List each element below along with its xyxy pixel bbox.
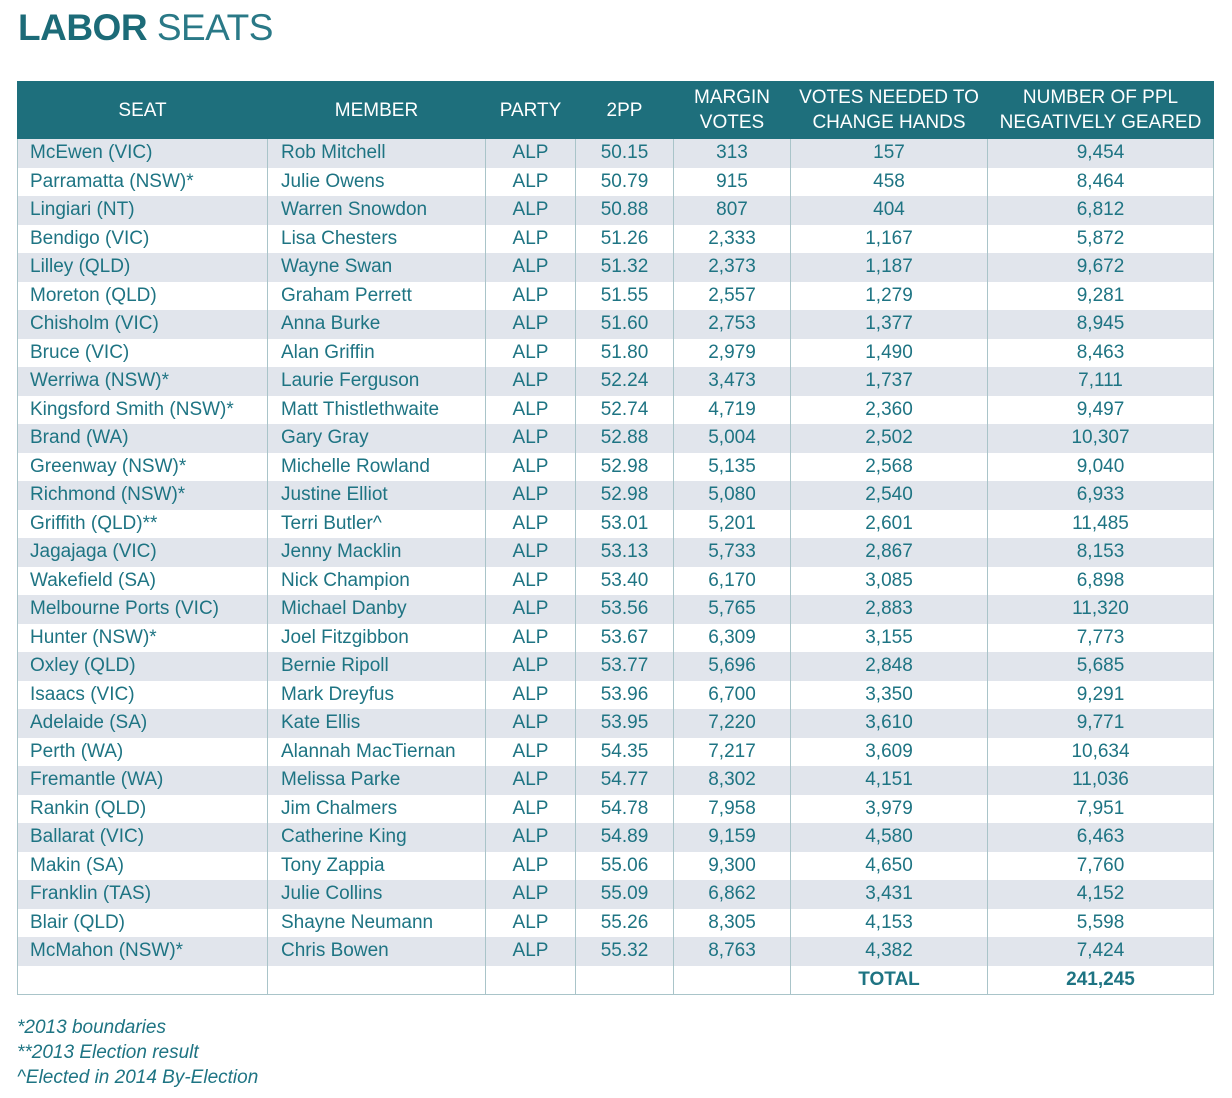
member-cell: Mark Dreyfus — [268, 681, 486, 710]
votes-needed-cell: 4,151 — [791, 766, 988, 795]
votes-needed-cell: 1,377 — [791, 310, 988, 339]
margin-votes-cell: 7,220 — [674, 709, 791, 738]
votes-needed-cell: 3,431 — [791, 880, 988, 909]
votes-needed-cell: 4,650 — [791, 852, 988, 881]
margin-votes-cell: 9,159 — [674, 823, 791, 852]
header-geared-line2: NEGATIVELY GEARED — [999, 112, 1202, 133]
seat-cell: Chisholm (VIC) — [18, 310, 268, 339]
total-row — [18, 966, 1214, 995]
twopp-cell: 50.15 — [576, 139, 674, 168]
page-title-bold: LABOR — [18, 7, 148, 48]
table-row — [18, 396, 1214, 425]
votes-needed-cell: 3,085 — [791, 567, 988, 596]
votes-needed-cell: 2,883 — [791, 595, 988, 624]
table-row — [18, 823, 1214, 852]
twopp-cell: 54.89 — [576, 823, 674, 852]
party-cell: ALP — [486, 168, 576, 197]
footnote: **2013 Election result — [17, 1042, 199, 1063]
margin-votes-cell: 8,763 — [674, 937, 791, 966]
member-cell: Bernie Ripoll — [268, 652, 486, 681]
party-cell: ALP — [486, 937, 576, 966]
member-cell: Shayne Neumann — [268, 909, 486, 938]
header-geared-line1: NUMBER OF PPL — [1022, 87, 1179, 108]
header-votes-line1: VOTES NEEDED TO — [799, 87, 979, 108]
seat-cell: McMahon (NSW)* — [18, 937, 268, 966]
votes-needed-cell: 2,848 — [791, 652, 988, 681]
margin-votes-cell: 5,201 — [674, 510, 791, 539]
table-row — [18, 624, 1214, 653]
twopp-cell: 51.26 — [576, 225, 674, 254]
negatively-geared-cell: 9,771 — [988, 709, 1214, 738]
twopp-cell: 52.24 — [576, 367, 674, 396]
party-cell: ALP — [486, 367, 576, 396]
twopp-cell: 52.98 — [576, 481, 674, 510]
votes-needed-cell: 1,737 — [791, 367, 988, 396]
member-cell: Catherine King — [268, 823, 486, 852]
margin-votes-cell: 2,979 — [674, 339, 791, 368]
member-cell: Tony Zappia — [268, 852, 486, 881]
party-cell: ALP — [486, 139, 576, 168]
votes-needed-cell: 2,601 — [791, 510, 988, 539]
twopp-cell: 54.78 — [576, 795, 674, 824]
table-row — [18, 795, 1214, 824]
member-cell: Michael Danby — [268, 595, 486, 624]
twopp-cell: 51.32 — [576, 253, 674, 282]
votes-needed-cell: 2,540 — [791, 481, 988, 510]
twopp-cell: 55.32 — [576, 937, 674, 966]
table-row — [18, 339, 1214, 368]
total-empty-cell — [18, 966, 268, 995]
twopp-cell: 51.55 — [576, 282, 674, 311]
party-cell: ALP — [486, 738, 576, 767]
margin-votes-cell: 3,473 — [674, 367, 791, 396]
seat-cell: Fremantle (WA) — [18, 766, 268, 795]
negatively-geared-cell: 7,424 — [988, 937, 1214, 966]
twopp-cell: 51.80 — [576, 339, 674, 368]
header-2pp: 2PP — [576, 81, 674, 139]
party-cell: ALP — [486, 567, 576, 596]
table-header — [18, 81, 1214, 139]
member-cell: Melissa Parke — [268, 766, 486, 795]
table-row — [18, 481, 1214, 510]
total-value: 241,245 — [988, 966, 1214, 995]
table-row — [18, 510, 1214, 539]
header-margin-votes — [674, 81, 791, 139]
negatively-geared-cell: 8,153 — [988, 538, 1214, 567]
margin-votes-cell: 807 — [674, 196, 791, 225]
table-row — [18, 709, 1214, 738]
seat-cell: Richmond (NSW)* — [18, 481, 268, 510]
votes-needed-cell: 1,490 — [791, 339, 988, 368]
negatively-geared-cell: 6,933 — [988, 481, 1214, 510]
party-cell: ALP — [486, 795, 576, 824]
negatively-geared-cell: 10,307 — [988, 424, 1214, 453]
member-cell: Jenny Macklin — [268, 538, 486, 567]
seat-cell: Rankin (QLD) — [18, 795, 268, 824]
header-votes-line2: CHANGE HANDS — [812, 112, 966, 133]
party-cell: ALP — [486, 510, 576, 539]
seat-cell: Blair (QLD) — [18, 909, 268, 938]
votes-needed-cell: 3,350 — [791, 681, 988, 710]
margin-votes-cell: 5,080 — [674, 481, 791, 510]
twopp-cell: 53.40 — [576, 567, 674, 596]
twopp-cell: 55.09 — [576, 880, 674, 909]
party-cell: ALP — [486, 652, 576, 681]
party-cell: ALP — [486, 339, 576, 368]
table-row — [18, 538, 1214, 567]
header-member: MEMBER — [268, 81, 486, 139]
total-empty-cell — [486, 966, 576, 995]
seat-cell: Bendigo (VIC) — [18, 225, 268, 254]
total-label: TOTAL — [791, 966, 988, 995]
member-cell: Kate Ellis — [268, 709, 486, 738]
margin-votes-cell: 5,135 — [674, 453, 791, 482]
table-row — [18, 766, 1214, 795]
twopp-cell: 53.96 — [576, 681, 674, 710]
votes-needed-cell: 2,568 — [791, 453, 988, 482]
seat-cell: Adelaide (SA) — [18, 709, 268, 738]
table-row — [18, 681, 1214, 710]
footnotes — [17, 1015, 258, 1090]
seat-cell: Lilley (QLD) — [18, 253, 268, 282]
twopp-cell: 55.26 — [576, 909, 674, 938]
seat-cell: Werriwa (NSW)* — [18, 367, 268, 396]
member-cell: Michelle Rowland — [268, 453, 486, 482]
party-cell: ALP — [486, 396, 576, 425]
negatively-geared-cell: 7,760 — [988, 852, 1214, 881]
votes-needed-cell: 1,167 — [791, 225, 988, 254]
margin-votes-cell: 2,333 — [674, 225, 791, 254]
member-cell: Alan Griffin — [268, 339, 486, 368]
table-row — [18, 595, 1214, 624]
seat-cell: Perth (WA) — [18, 738, 268, 767]
member-cell: Chris Bowen — [268, 937, 486, 966]
table-row — [18, 253, 1214, 282]
negatively-geared-cell: 6,812 — [988, 196, 1214, 225]
total-empty-cell — [268, 966, 486, 995]
twopp-cell: 53.95 — [576, 709, 674, 738]
page-title — [18, 8, 273, 48]
twopp-cell: 50.88 — [576, 196, 674, 225]
negatively-geared-cell: 6,463 — [988, 823, 1214, 852]
table-row — [18, 282, 1214, 311]
header-margin-line2: VOTES — [699, 112, 765, 133]
twopp-cell: 53.67 — [576, 624, 674, 653]
party-cell: ALP — [486, 709, 576, 738]
negatively-geared-cell: 9,040 — [988, 453, 1214, 482]
margin-votes-cell: 2,753 — [674, 310, 791, 339]
table-row — [18, 367, 1214, 396]
party-cell: ALP — [486, 453, 576, 482]
party-cell: ALP — [486, 225, 576, 254]
votes-needed-cell: 3,610 — [791, 709, 988, 738]
votes-needed-cell: 1,187 — [791, 253, 988, 282]
negatively-geared-cell: 11,036 — [988, 766, 1214, 795]
party-cell: ALP — [486, 909, 576, 938]
member-cell: Alannah MacTiernan — [268, 738, 486, 767]
table-row — [18, 310, 1214, 339]
table-row — [18, 652, 1214, 681]
negatively-geared-cell: 6,898 — [988, 567, 1214, 596]
negatively-geared-cell: 9,672 — [988, 253, 1214, 282]
negatively-geared-cell: 5,685 — [988, 652, 1214, 681]
margin-votes-cell: 6,170 — [674, 567, 791, 596]
negatively-geared-cell: 11,485 — [988, 510, 1214, 539]
margin-votes-cell: 2,557 — [674, 282, 791, 311]
footnote: *2013 boundaries — [17, 1017, 166, 1038]
margin-votes-cell: 2,373 — [674, 253, 791, 282]
seat-cell: Kingsford Smith (NSW)* — [18, 396, 268, 425]
votes-needed-cell: 2,502 — [791, 424, 988, 453]
margin-votes-cell: 9,300 — [674, 852, 791, 881]
negatively-geared-cell: 9,281 — [988, 282, 1214, 311]
page-title-light: SEATS — [156, 7, 273, 48]
negatively-geared-cell: 9,454 — [988, 139, 1214, 168]
votes-needed-cell: 3,979 — [791, 795, 988, 824]
seat-cell: Oxley (QLD) — [18, 652, 268, 681]
member-cell: Laurie Ferguson — [268, 367, 486, 396]
seat-cell: Isaacs (VIC) — [18, 681, 268, 710]
table-row — [18, 937, 1214, 966]
seat-cell: Franklin (TAS) — [18, 880, 268, 909]
negatively-geared-cell: 11,320 — [988, 595, 1214, 624]
negatively-geared-cell: 5,598 — [988, 909, 1214, 938]
negatively-geared-cell: 9,497 — [988, 396, 1214, 425]
table-row — [18, 880, 1214, 909]
margin-votes-cell: 915 — [674, 168, 791, 197]
seat-cell: Ballarat (VIC) — [18, 823, 268, 852]
negatively-geared-cell: 5,872 — [988, 225, 1214, 254]
member-cell: Rob Mitchell — [268, 139, 486, 168]
party-cell: ALP — [486, 681, 576, 710]
twopp-cell: 52.74 — [576, 396, 674, 425]
member-cell: Anna Burke — [268, 310, 486, 339]
twopp-cell: 54.35 — [576, 738, 674, 767]
member-cell: Joel Fitzgibbon — [268, 624, 486, 653]
member-cell: Terri Butler^ — [268, 510, 486, 539]
table-row — [18, 424, 1214, 453]
margin-votes-cell: 313 — [674, 139, 791, 168]
negatively-geared-cell: 4,152 — [988, 880, 1214, 909]
seat-cell: Bruce (VIC) — [18, 339, 268, 368]
total-empty-cell — [674, 966, 791, 995]
twopp-cell: 53.77 — [576, 652, 674, 681]
member-cell: Lisa Chesters — [268, 225, 486, 254]
member-cell: Julie Owens — [268, 168, 486, 197]
party-cell: ALP — [486, 481, 576, 510]
seat-cell: Lingiari (NT) — [18, 196, 268, 225]
negatively-geared-cell: 8,464 — [988, 168, 1214, 197]
negatively-geared-cell: 8,945 — [988, 310, 1214, 339]
votes-needed-cell: 2,867 — [791, 538, 988, 567]
votes-needed-cell: 1,279 — [791, 282, 988, 311]
margin-votes-cell: 6,862 — [674, 880, 791, 909]
margin-votes-cell: 5,004 — [674, 424, 791, 453]
table-row — [18, 196, 1214, 225]
member-cell: Gary Gray — [268, 424, 486, 453]
labor-seats-table — [17, 81, 1214, 995]
total-empty-cell — [576, 966, 674, 995]
votes-needed-cell: 2,360 — [791, 396, 988, 425]
member-cell: Jim Chalmers — [268, 795, 486, 824]
negatively-geared-cell: 8,463 — [988, 339, 1214, 368]
table-row — [18, 139, 1214, 168]
table-row — [18, 909, 1214, 938]
margin-votes-cell: 7,958 — [674, 795, 791, 824]
party-cell: ALP — [486, 538, 576, 567]
member-cell: Nick Champion — [268, 567, 486, 596]
twopp-cell: 52.88 — [576, 424, 674, 453]
margin-votes-cell: 5,765 — [674, 595, 791, 624]
table-header-row — [18, 81, 1214, 139]
seat-cell: Jagajaga (VIC) — [18, 538, 268, 567]
party-cell: ALP — [486, 253, 576, 282]
member-cell: Graham Perrett — [268, 282, 486, 311]
seat-cell: McEwen (VIC) — [18, 139, 268, 168]
negatively-geared-cell: 10,634 — [988, 738, 1214, 767]
twopp-cell: 55.06 — [576, 852, 674, 881]
twopp-cell: 53.56 — [576, 595, 674, 624]
table-row — [18, 852, 1214, 881]
margin-votes-cell: 6,700 — [674, 681, 791, 710]
margin-votes-cell: 5,733 — [674, 538, 791, 567]
header-negatively-geared — [988, 81, 1214, 139]
member-cell: Warren Snowdon — [268, 196, 486, 225]
table-row — [18, 453, 1214, 482]
votes-needed-cell: 404 — [791, 196, 988, 225]
votes-needed-cell: 458 — [791, 168, 988, 197]
seat-cell: Moreton (QLD) — [18, 282, 268, 311]
twopp-cell: 51.60 — [576, 310, 674, 339]
twopp-cell: 50.79 — [576, 168, 674, 197]
margin-votes-cell: 7,217 — [674, 738, 791, 767]
negatively-geared-cell: 7,111 — [988, 367, 1214, 396]
party-cell: ALP — [486, 595, 576, 624]
party-cell: ALP — [486, 310, 576, 339]
seat-cell: Wakefield (SA) — [18, 567, 268, 596]
party-cell: ALP — [486, 823, 576, 852]
party-cell: ALP — [486, 424, 576, 453]
table-row — [18, 168, 1214, 197]
negatively-geared-cell: 9,291 — [988, 681, 1214, 710]
margin-votes-cell: 6,309 — [674, 624, 791, 653]
negatively-geared-cell: 7,773 — [988, 624, 1214, 653]
seat-cell: Hunter (NSW)* — [18, 624, 268, 653]
header-seat: SEAT — [18, 81, 268, 139]
member-cell: Wayne Swan — [268, 253, 486, 282]
votes-needed-cell: 4,580 — [791, 823, 988, 852]
margin-votes-cell: 5,696 — [674, 652, 791, 681]
votes-needed-cell: 3,609 — [791, 738, 988, 767]
header-votes-needed — [791, 81, 988, 139]
margin-votes-cell: 8,305 — [674, 909, 791, 938]
footnote: ^Elected in 2014 By-Election — [17, 1067, 259, 1088]
party-cell: ALP — [486, 766, 576, 795]
votes-needed-cell: 3,155 — [791, 624, 988, 653]
party-cell: ALP — [486, 196, 576, 225]
party-cell: ALP — [486, 852, 576, 881]
table-row — [18, 225, 1214, 254]
margin-votes-cell: 8,302 — [674, 766, 791, 795]
votes-needed-cell: 4,382 — [791, 937, 988, 966]
table-body — [18, 139, 1214, 995]
party-cell: ALP — [486, 624, 576, 653]
member-cell: Justine Elliot — [268, 481, 486, 510]
seat-cell: Brand (WA) — [18, 424, 268, 453]
member-cell: Matt Thistlethwaite — [268, 396, 486, 425]
votes-needed-cell: 157 — [791, 139, 988, 168]
twopp-cell: 54.77 — [576, 766, 674, 795]
member-cell: Julie Collins — [268, 880, 486, 909]
votes-needed-cell: 4,153 — [791, 909, 988, 938]
seat-cell: Griffith (QLD)** — [18, 510, 268, 539]
margin-votes-cell: 4,719 — [674, 396, 791, 425]
seat-cell: Greenway (NSW)* — [18, 453, 268, 482]
table-row — [18, 567, 1214, 596]
party-cell: ALP — [486, 880, 576, 909]
twopp-cell: 53.13 — [576, 538, 674, 567]
twopp-cell: 53.01 — [576, 510, 674, 539]
header-margin-line1: MARGIN — [694, 87, 770, 108]
table-row — [18, 738, 1214, 767]
header-party: PARTY — [486, 81, 576, 139]
twopp-cell: 52.98 — [576, 453, 674, 482]
party-cell: ALP — [486, 282, 576, 311]
seat-cell: Makin (SA) — [18, 852, 268, 881]
negatively-geared-cell: 7,951 — [988, 795, 1214, 824]
seat-cell: Melbourne Ports (VIC) — [18, 595, 268, 624]
seat-cell: Parramatta (NSW)* — [18, 168, 268, 197]
